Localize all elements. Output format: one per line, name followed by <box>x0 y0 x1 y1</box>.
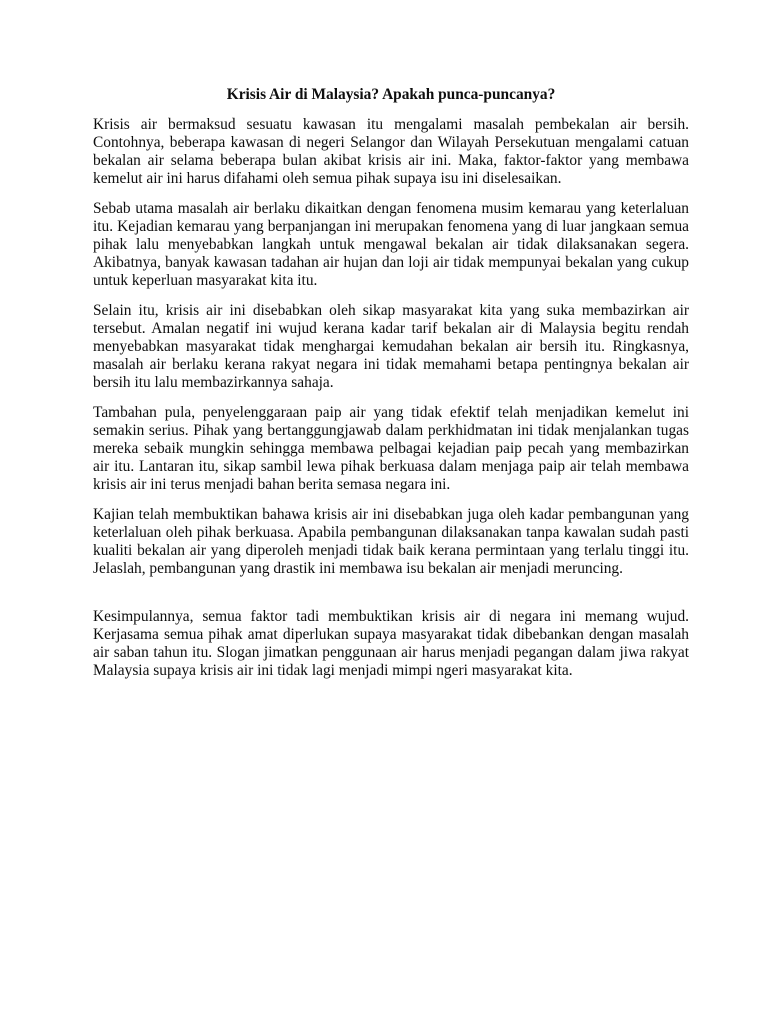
paragraph-cause-development: Kajian telah membuktikan bahawa krisis air ini disebabkan juga oleh kadar pembangunan yang keterlaluan oleh pihak berkuasa. Apabila pembangunan dilaksanakan tanpa kawalan sudah pasti kualiti bekalan air yang diperoleh menjadi tidak baik kerana permintaan yang terlalu tinggi itu. Jelaslah, pembangunan yang drastik ini membawa isu bekalan air menjadi meruncing. <box>93 506 689 577</box>
paragraph-conclusion: Kesimpulannya, semua faktor tadi membuktikan krisis air di negara ini memang wujud. Kerjasama semua pihak amat diperlukan supaya masyarakat tidak dibebankan dengan masalah air saban tahun itu. Slogan jimatkan penggunaan air harus menjadi pegangan dalam jiwa rakyat Malaysia supaya krisis air ini tidak lagi menjadi mimpi ngeri masyarakat kita. <box>93 608 689 679</box>
paragraph-cause-maintenance: Tambahan pula, penyelenggaraan paip air yang tidak efektif telah menjadikan kemelut ini semakin serius. Pihak yang bertanggungjawab dalam perkhidmatan ini tidak menjalankan tugas mereka sebaik mungkin sehingga membawa pelbagai kejadian paip pecah yang membazirkan air itu. Lantaran itu, sikap sambil lewa pihak berkuasa dalam menjaga paip air telah membawa krisis air ini terus menjadi bahan berita semasa negara ini. <box>93 404 689 493</box>
paragraph-intro: Krisis air bermaksud sesuatu kawasan itu mengalami masalah pembekalan air bersih. Contohnya, beberapa kawasan di negeri Selangor dan Wilayah Persekutuan mengalami catuan bekalan air selama beberapa bulan akibat krisis air ini. Maka, faktor-faktor yang membawa kemelut air ini harus difahami oleh semua pihak supaya isu ini diselesaikan. <box>93 116 689 187</box>
paragraph-cause-drought: Sebab utama masalah air berlaku dikaitkan dengan fenomena musim kemarau yang keterlaluan itu. Kejadian kemarau yang berpanjangan ini merupakan fenomena yang di luar jangkaan semua pihak lalu menyebabkan langkah untuk mengawal bekalan air tidak dilaksanakan segera. Akibatnya, banyak kawasan tadahan air hujan dan loji air tidak mempunyai bekalan yang cukup untuk keperluan masyarakat kita itu. <box>93 200 689 289</box>
document-title: Krisis Air di Malaysia? Apakah punca-puncanya? <box>226 86 556 103</box>
document-content <box>93 86 689 692</box>
paragraph-cause-wastage: Selain itu, krisis air ini disebabkan oleh sikap masyarakat kita yang suka membazirkan air tersebut. Amalan negatif ini wujud kerana kadar tarif bekalan air di Malaysia begitu rendah menyebabkan masyarakat tidak menghargai kemudahan bekalan air bersih itu. Ringkasnya, masalah air berlaku kerana rakyat negara ini tidak memahami betapa pentingnya bekalan air bersih itu lalu membazirkannya sahaja. <box>93 302 689 391</box>
